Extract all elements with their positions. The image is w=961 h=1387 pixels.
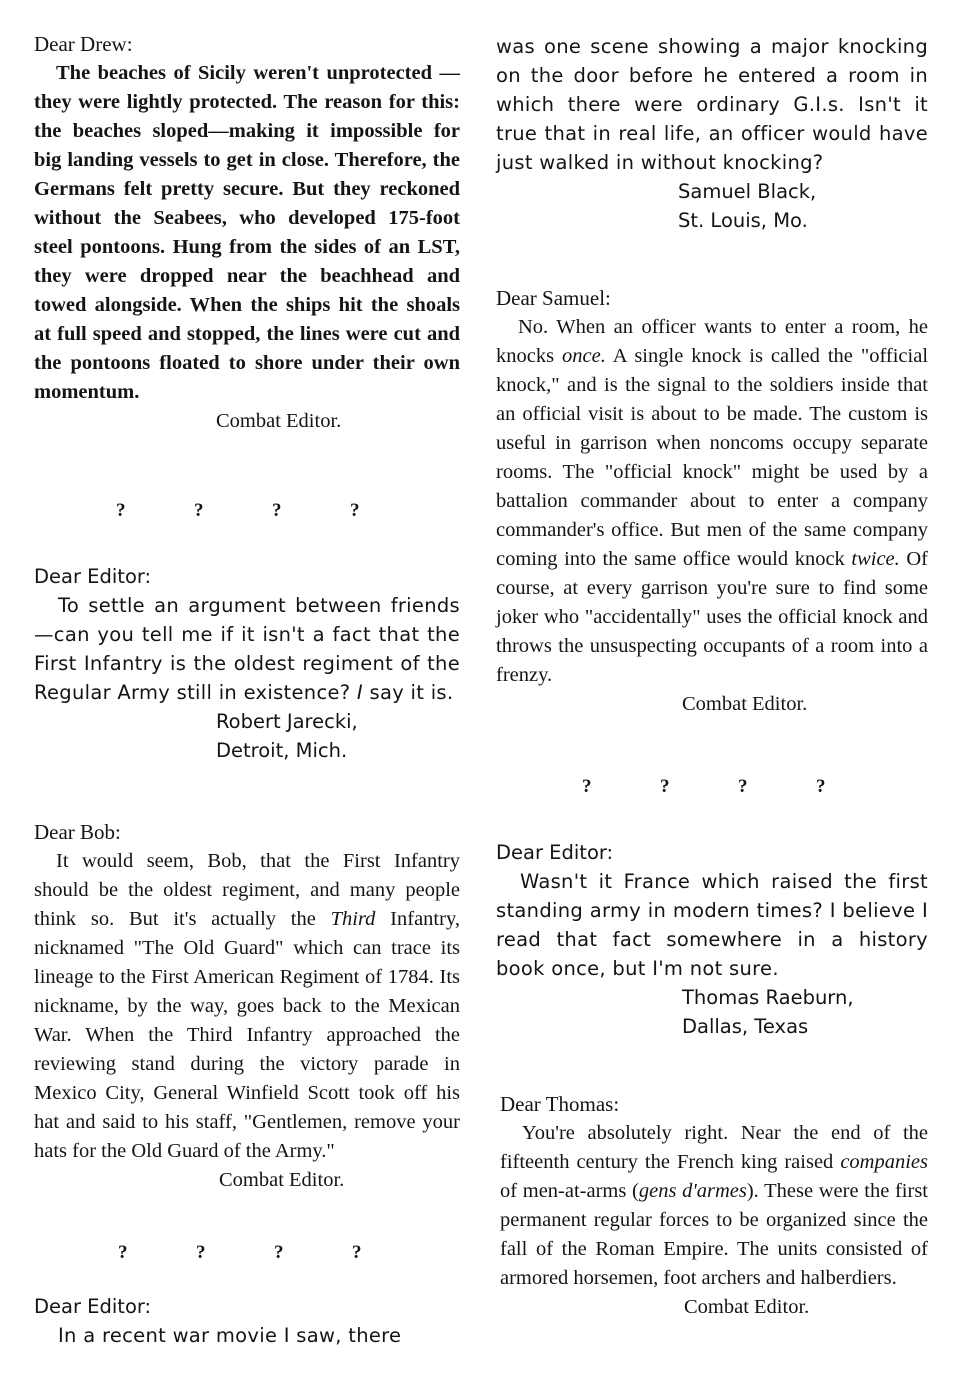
salutation: Dear Editor:	[496, 841, 614, 864]
question-mark: ?	[352, 1242, 362, 1263]
letter-body-start: In a recent war movie I saw, there	[58, 1324, 402, 1347]
letter-body: To settle an argument between friends—can you tell me if it isn't a fact that the First Infantry is the oldest regiment of the Regular Army still in existence? I say it is.	[34, 594, 460, 704]
salutation: Dear Drew:	[34, 32, 133, 56]
question-mark: ?	[660, 776, 670, 797]
question-mark: ?	[582, 776, 592, 797]
letter-dear-thomas	[500, 1090, 928, 1322]
question-mark: ?	[196, 1242, 206, 1263]
signature: Combat Editor.	[684, 1296, 810, 1318]
salutation: Dear Editor:	[34, 1295, 152, 1318]
signature-name: Thomas Raeburn,	[682, 986, 854, 1009]
signature-name: Samuel Black,	[678, 180, 817, 203]
question-mark: ?	[738, 776, 748, 797]
signature: Combat Editor.	[682, 693, 808, 715]
letter-dear-bob	[34, 818, 460, 1195]
question-mark: ?	[350, 500, 360, 521]
salutation: Dear Bob:	[34, 820, 121, 844]
salutation: Dear Samuel:	[496, 286, 611, 310]
signature-place: Detroit, Mich.	[216, 739, 348, 762]
signature-name: Robert Jarecki,	[216, 710, 358, 733]
letter-body: Wasn't it France which raised the first standing army in modern times? I believe I read that fact somewhere in a history book once, but I'm not sure.	[496, 870, 928, 980]
separator	[118, 1242, 430, 1264]
signature: Combat Editor.	[216, 410, 342, 432]
letter-dear-editor-1	[34, 562, 460, 765]
letter-dear-editor-2	[34, 1292, 460, 1350]
signature-place: Dallas, Texas	[682, 1015, 809, 1038]
letter-dear-editor-3	[496, 838, 928, 1041]
question-mark: ?	[116, 500, 126, 521]
separator	[582, 776, 894, 798]
letter-dear-samuel	[496, 284, 928, 719]
letter-dear-editor-2-continued	[496, 32, 928, 235]
signature-place: St. Louis, Mo.	[678, 209, 808, 232]
letter-body: You're absolutely right. Near the end of the fifteenth century the French king raised companies of men-at-arms (gens d'armes). These were the first permanent regular forces to be organized since the fall of the Roman Empire. The units consisted of armored horsemen, foot archers and halberdiers.	[500, 1122, 928, 1289]
question-mark: ?	[274, 1242, 284, 1263]
salutation: Dear Editor:	[34, 565, 152, 588]
separator	[116, 500, 428, 522]
question-mark: ?	[194, 500, 204, 521]
letter-body: It would seem, Bob, that the First Infantry should be the oldest regiment, and many people think so. But it's actually the Third Infantry, nicknamed "The Old Guard" which can trace its lineage to the First American Regiment of 1784. Its nickname, by the way, goes back to the Mexican War. When the Third Infantry approached the reviewing stand during the victory parade in Mexico City, General Winfield Scott took off his hat and said to his staff, "Gentlemen, remove your hats for the Old Guard of the Army."	[34, 850, 460, 1162]
question-mark: ?	[272, 500, 282, 521]
letter-body: The beaches of Sicily weren't unprotected —they were lightly protected. The reason for this: the beaches sloped—making it impossible for big landing vessels to get in close. Therefore, the Germans felt pretty secure. But they reckoned without the Seabees, who developed 175-foot steel pontoons. Hung from the sides of an LST, they were dropped near the beachhead and towed alongside. When the ships hit the shoals at full speed and stopped, the lines were cut and the pontoons floated to shore under their own momentum.	[34, 62, 460, 403]
salutation: Dear Thomas:	[500, 1092, 620, 1116]
signature: Combat Editor.	[219, 1169, 345, 1191]
letter-body: No. When an officer wants to enter a room, he knocks once. A single knock is called the "official knock," and is the signal to the soldiers inside that an official visit is about to be made. The custom is useful in garrison when noncoms occupy separate rooms. The "official knock" might be used by a battalion commander about to enter a company commander's office. But men of the same company coming into the same office would knock twice. Of course, at every garrison you're sure to find some joker who "accidentally" uses the official knock and throws the unsuspecting occupants of a room into a frenzy.	[496, 316, 929, 686]
question-mark: ?	[118, 1242, 128, 1263]
letter-body: was one scene showing a major knocking on the door before he entered a room in which there were ordinary G.I.s. Isn't it true that in real life, an officer would have just walked in without knocking?	[496, 35, 928, 174]
letter-dear-drew	[34, 30, 460, 436]
question-mark: ?	[816, 776, 826, 797]
